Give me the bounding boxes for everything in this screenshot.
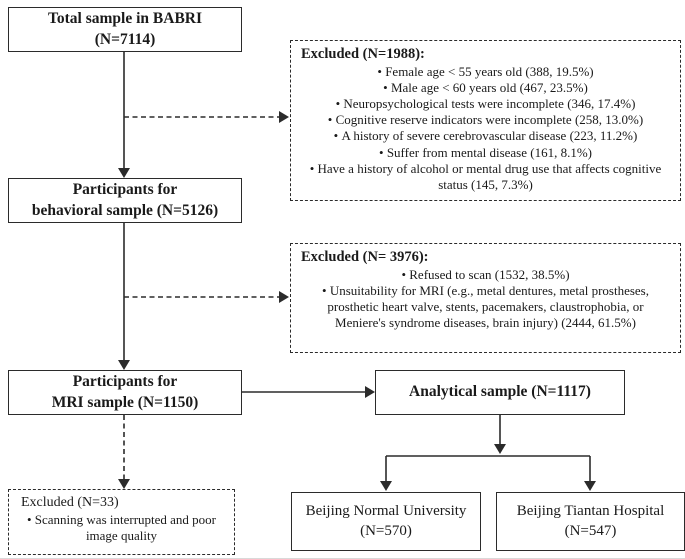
excluded-3-list bbox=[9, 512, 234, 544]
box-behavioral-sample-line1: Participants for bbox=[72, 181, 178, 199]
box-bnu-line1: Beijing Normal University bbox=[305, 502, 467, 519]
arrow-split-to-bnu bbox=[380, 456, 392, 491]
excluded-2-title: Excluded (N= 3976): bbox=[301, 249, 429, 265]
excluded-box-1 bbox=[290, 40, 681, 201]
box-mri-sample-line1: Participants for bbox=[72, 373, 178, 391]
excluded-1-title: Excluded (N=1988): bbox=[301, 46, 425, 62]
box-behavioral-sample bbox=[8, 178, 242, 223]
arrow-split-to-tiantan bbox=[584, 456, 596, 491]
arrow-dashed-to-excluded-2 bbox=[124, 291, 289, 303]
box-mri-sample-line2: MRI sample (N=1150) bbox=[51, 393, 199, 411]
box-analytical-sample-label: Analytical sample (N=1117) bbox=[409, 383, 591, 401]
excluded-2-list bbox=[291, 267, 680, 331]
box-tiantan-line1: Beijing Tiantan Hospital bbox=[516, 502, 665, 519]
excluded-1-item: • Cognitive reserve indicators were incomplete (258, 13.0%) bbox=[304, 112, 667, 128]
arrow-mri-to-analytical bbox=[242, 386, 375, 398]
arrow-dashed-to-excluded-3 bbox=[118, 415, 130, 489]
excluded-1-item: • Have a history of alcohol or mental drug use that affects cognitive status (145, 7.3%) bbox=[304, 161, 667, 193]
excluded-2-item: • Refused to scan (1532, 38.5%) bbox=[304, 267, 667, 283]
box-bnu-line2: (N=570) bbox=[360, 522, 412, 539]
excluded-3-title: Excluded (N=33) bbox=[21, 495, 119, 510]
box-total-sample bbox=[8, 7, 242, 52]
arrow-behavioral-to-mri bbox=[118, 223, 130, 370]
box-total-sample-line1: Total sample in BABRI bbox=[47, 10, 203, 28]
box-total-sample-line2: (N=7114) bbox=[94, 30, 156, 48]
box-mri-sample bbox=[8, 370, 242, 415]
excluded-1-item: • Female age < 55 years old (388, 19.5%) bbox=[304, 64, 667, 80]
excluded-box-3 bbox=[8, 489, 235, 555]
excluded-1-item: • A history of severe cerebrovascular disease (223, 11.2%) bbox=[304, 128, 667, 144]
box-tiantan-line2: (N=547) bbox=[564, 522, 617, 539]
excluded-1-list bbox=[291, 64, 680, 193]
excluded-3-item: • Scanning was interrupted and poor image quality bbox=[22, 512, 221, 544]
box-beijing-tiantan-hospital bbox=[496, 492, 685, 551]
arrow-analytical-to-split bbox=[386, 415, 590, 456]
excluded-2-item: • Unsuitability for MRI (e.g., metal dentures, metal prostheses, prosthetic heart valve, stents, pacemakers, claustrophobia, or Meniere's syndrome diseases, brain injury) (2444, 61.5%) bbox=[304, 283, 667, 331]
box-analytical-sample bbox=[375, 370, 625, 415]
excluded-box-2 bbox=[290, 243, 681, 353]
excluded-1-item: • Male age < 60 years old (467, 23.5%) bbox=[304, 80, 667, 96]
excluded-1-item: • Neuropsychological tests were incomplete (346, 17.4%) bbox=[304, 96, 667, 112]
excluded-1-item: • Suffer from mental disease (161, 8.1%) bbox=[304, 145, 667, 161]
box-behavioral-sample-line2: behavioral sample (N=5126) bbox=[31, 201, 219, 219]
box-beijing-normal-university bbox=[291, 492, 481, 551]
arrow-total-to-behavioral bbox=[118, 52, 130, 178]
arrow-dashed-to-excluded-1 bbox=[124, 111, 289, 123]
